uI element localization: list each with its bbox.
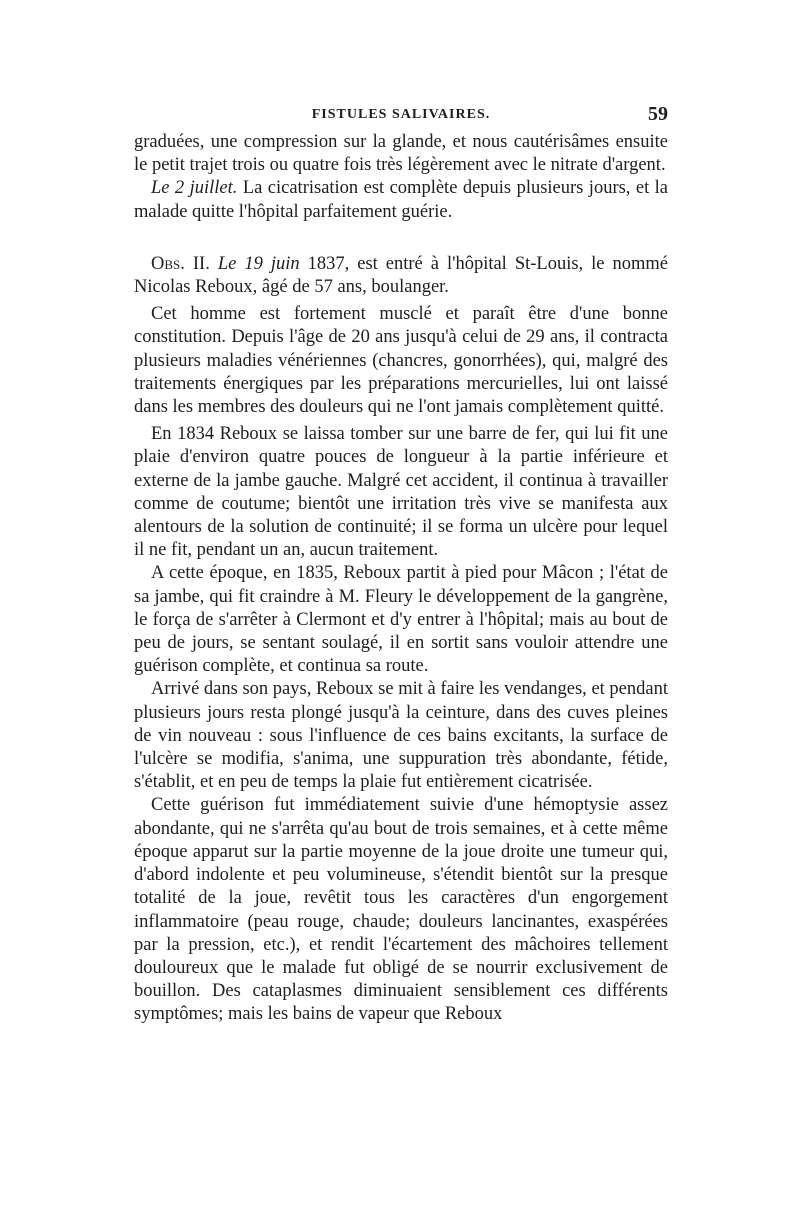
observation-label: Obs. II. bbox=[151, 253, 210, 274]
running-title: FISTULES SALIVAIRES. bbox=[311, 107, 491, 122]
paragraph-text: La cicatrisation est complète depuis plusieurs jours, et la malade quitte l'hôpital parfaitement guérie. bbox=[134, 178, 668, 222]
paragraph: Cette guérison fut immédiatement suivie d'une hémoptysie assez abondante, qui ne s'arrêta qu'au bout de trois semaines, et à cette même époque apparut sur la partie moyenne de la joue droite une tumeur qui, d'abord indolente et peu volumineuse, s'étendit bientôt sur la presque totalité de la joue, revêtit tous les caractères d'un engorgement inflammatoire (peau rouge, chaude; douleurs lancinantes, exaspérées par la pression, etc.), et rendit l'écartement des mâchoires tellement douloureux que le malade fut obligé de se nourrir exclusivement de bouillon. Des cataplasmes diminuaient sensiblement ces différents symptômes; mais les bains de vapeur que Reboux bbox=[134, 795, 668, 1025]
paragraph: A cette époque, en 1835, Reboux partit à pied pour Mâcon ; l'état de sa jambe, qui fit craindre à M. Fleury le développement de la gangrène, le força de s'arrêter à Clermont et d'y entrer à l'hôpital; mais au bout de peu de jours, se sentant soulagé, il en sortit sans vouloir attendre une guérison complète, et continua sa route. bbox=[134, 563, 668, 677]
date-label: Le 19 juin bbox=[217, 253, 300, 274]
paragraph-continuation: graduées, une compression sur la glande, et nous cautérisâmes ensuite le petit trajet trois ou quatre fois très légèrement avec le nitrate d'argent. bbox=[134, 132, 668, 176]
paragraph-text: 1837, est entré à l'hôpital St-Louis, le nommé Nicolas Reboux, âgé de 57 ans, boulanger. bbox=[134, 253, 669, 298]
running-head bbox=[134, 103, 668, 129]
paragraph-date-entry bbox=[134, 177, 668, 223]
paragraph: Cet homme est fortement musclé et paraît être d'une bonne constitution. Depuis l'âge de 20 ans jusqu'à celui de 29 ans, il contracta plusieurs maladies vénériennes (chancres, gonorrhées), qui, malgré des traitements énergiques par les préparations mercurielles, lui ont laissé dans les membres des douleurs qui ne l'ont jamais complètement quitté. bbox=[134, 304, 668, 418]
paragraph: Arrivé dans son pays, Reboux se mit à faire les vendanges, et pendant plusieurs jours resta plongé jusqu'à la ceinture, dans des cuves pleines de vin nouveau : sous l'influence de ces bains excitants, la surface de l'ulcère se modifia, s'anima, une suppuration très abondante, fétide, s'établit, et en peu de temps la plaie fut entièrement cicatrisée. bbox=[134, 679, 668, 793]
body-text bbox=[134, 131, 668, 1027]
date-label: Le 2 juillet. bbox=[151, 178, 238, 199]
observation-heading bbox=[134, 253, 668, 299]
page-number: 59 bbox=[648, 103, 668, 125]
paragraph: En 1834 Reboux se laissa tomber sur une barre de fer, qui lui fit une plaie d'environ quatre pouces de longueur à la partie inférieure et externe de la jambe gauche. Malgré cet accident, il continua à travailler comme de coutume; bientôt une irritation très vive se manifesta aux alentours de la solution de continuité; il se forma un ulcère pour lequel il ne fit, pendant un an, aucun traitement. bbox=[134, 424, 668, 561]
